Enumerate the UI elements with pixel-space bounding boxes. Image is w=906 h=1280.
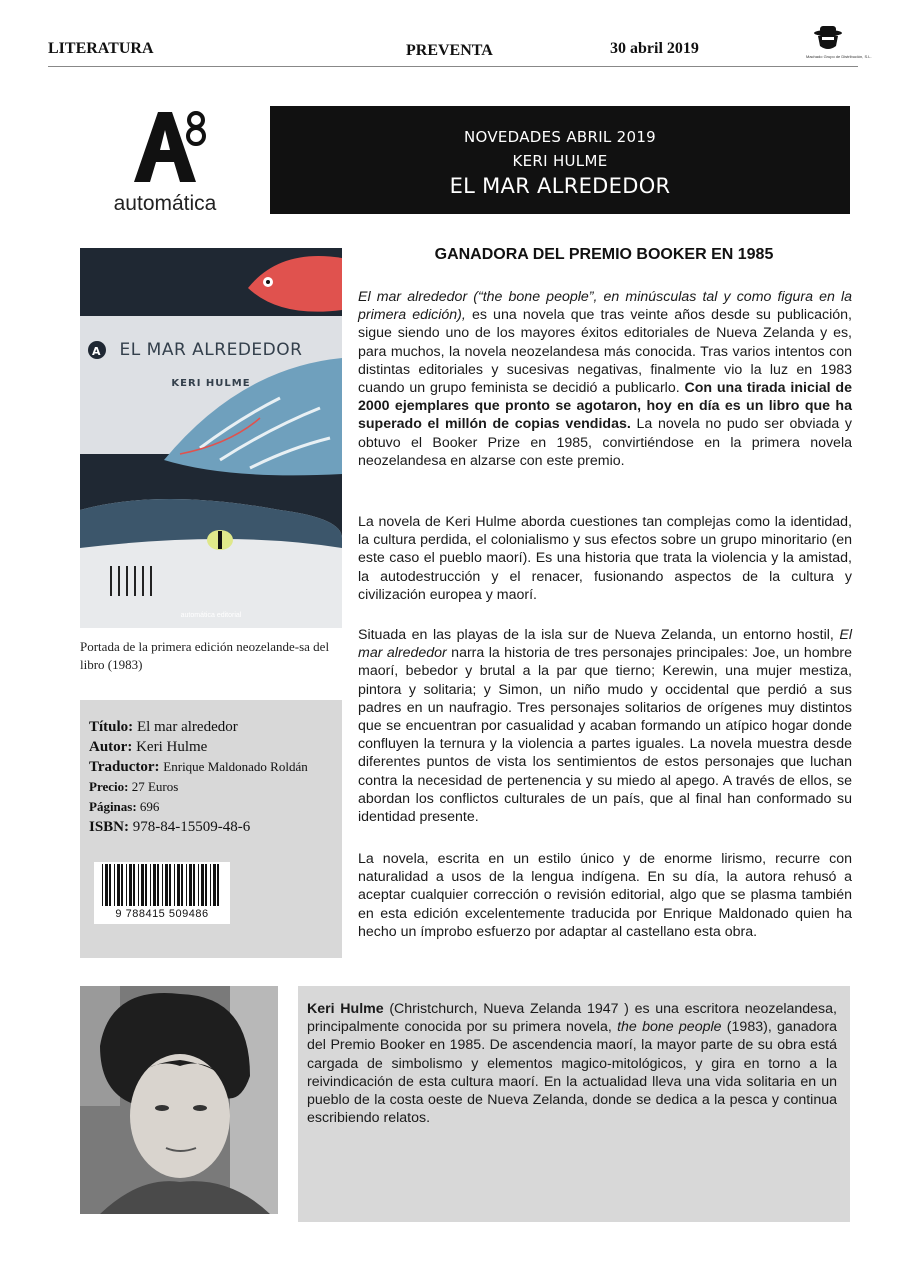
brand-name: automática [113,192,217,215]
p3-text: narra la historia de tres personajes principales: Joe, un hombre maorí, bebedor y brutal a la par que tierno; Kerewin, una mujer mestiza, pintora y solitaria; y Simon, un niño mudo y occidental que perdió a sus padres en un naufragio. Tres personajes solitarios de orígenes muy distintos que se encuentran por casualidad y acaban formando un atípico hogar donde confluyen la ternura y la violencia a partes iguales. La novela muestra desde diferentes puntos de vista los sentimientos de estos personajes que luchan contra la necesidad de pertenencia y su miedo al apego. A través de ellos, se abordan los conflictos culturales de un país, que al final han conformado su identidad presente. [358,645,852,826]
barcode-digits: 9 788415 509486 [115,908,209,920]
cover-title: EL MAR ALREDEDOR [119,340,303,360]
info-price-label: Precio: [89,779,129,794]
author-portrait [80,986,278,1214]
hat-man-icon [806,24,862,54]
isbn-barcode [94,862,230,924]
info-isbn-value: 978-84-15509-48-6 [132,819,251,835]
info-pages-value: 696 [139,799,160,814]
book-cover [80,248,342,628]
book-info-panel [80,700,342,958]
info-isbn-row [89,817,339,837]
date-label: 30 abril 2019 [610,40,699,57]
a8-logo-icon [100,100,230,192]
svg-text:A: A [92,345,101,358]
author-bio-text [307,1000,837,1127]
cover-author: KERI HULME [171,378,251,389]
paragraph-3 [358,626,852,826]
p1-text: es una novela que tras veinte años desde su publicación, sigue siendo uno de los mayores éxitos editoriales de Nueva Zelanda y es, para muchos, la novela neozelandesa más conocida. Tras varios intentos con distintas editoriales y sucesivas negativas, finalmente vio la luz en 1983 cuando un grupo feminista se decidió a publicarlo. [358,307,852,397]
info-title-value: El mar alrededor [136,719,238,735]
info-price-row [89,777,339,797]
p3-italic: El mar alrededor [358,627,852,662]
info-title-label: Título: [89,719,134,735]
p3-start: Situada en las playas de la isla sur de Nueva Zelanda, un entorno hostil, [358,627,840,643]
bio-text-1: (Christchurch, Nueva Zelanda 1947 ) es una escritora neozelandesa, principalmente conocida por su primera novela, [307,1001,837,1036]
author-photo [80,986,278,1214]
header-divider [48,66,858,67]
p1-end: La novela no pudo ser obviada y obtuvo el Booker Prize en 1985, convirtiéndose en la primera novela neozelandesa en alzarse con este premio. [358,416,852,469]
paragraph-1 [358,288,852,470]
info-author-label: Autor: [89,739,133,755]
info-pages-label: Páginas: [89,799,137,814]
paragraph-2: La novela de Keri Hulme aborda cuestiones tan complejas como la identidad, la cultura perdida, el colonialismo y sus efectos sobre un grupo minoritario (en este caso el pueblo maorí). Es una historia que trata la violencia y la amistad, la autodestrucción y el renacer, fusionando aspectos de la cultura y civilización europea y maorí. [358,514,852,603]
bio-italic: the bone people [617,1019,722,1036]
fish-illustration [80,248,342,628]
info-author-value: Keri Hulme [136,739,208,755]
cover-publisher: automática editorial [180,612,242,619]
info-author-row [89,737,339,757]
info-title-row [89,717,339,737]
info-price-value: 27 Euros [131,779,179,794]
info-translator-label: Traductor: [89,759,160,775]
publisher-logo [806,24,872,64]
banner-author: KERI HULME [512,152,608,170]
title-banner [270,106,850,214]
barcode-icon [94,862,230,908]
banner-novedades: NOVEDADES ABRIL 2019 [463,128,657,146]
status-label: PREVENTA [406,42,493,59]
banner-title: EL MAR ALREDEDOR [449,174,671,198]
info-isbn-label: ISBN: [89,819,130,835]
publisher-logo-caption: Machado Grupo de Distribución, S.L. [806,54,872,59]
info-pages-row [89,797,339,817]
automatica-logo [100,100,230,220]
paragraph-4: La novela, escrita en un estilo único y de enorme lirismo, recurre con naturalidad a usos de la lengua indígena. En su día, la autora rehusó a aceptar cualquier corrección o revisión editorial, algo que se plasma también en esta edición excelentemente traducida por Enrique Maldonado quien ha hecho un ímprobo esfuerzo por adaptar al castellano esta obra. [358,851,852,940]
bio-name: Keri Hulme [307,1001,384,1017]
headline: GANADORA DEL PREMIO BOOKER EN 1985 [434,246,774,263]
author-bio-panel [298,986,850,1222]
bio-text-2: (1983), ganadora del Premio Booker en 1985. De ascendencia maorí, la mayor parte de su obra está cargada de simbolismo y elementos magico-mitológicos, y gira en torno a la reivindicación de esta cultura maorí. En la actualidad lleva una vida solitaria en un pueblo de la costa oeste de Nueva Zelanda, donde se dedica a la pesca y continua escribiendo relatos. [307,1019,837,1127]
cover-caption: Portada de la primera edición neozelande-sa del libro (1983) [80,639,330,672]
section-label: LITERATURA [48,40,154,57]
info-translator-value: Enrique Maldonado Roldán [163,759,308,774]
p1-bold: Con una tirada inicial de 2000 ejemplares que pronto se agotaron, hoy en día es un libro que ha superado el millón de copias vendidas. [358,380,852,433]
p1-italic: El mar alrededor (“the bone people”, en minúsculas tal y como figura en la primera edición), [358,289,852,324]
info-translator-row [89,757,339,777]
